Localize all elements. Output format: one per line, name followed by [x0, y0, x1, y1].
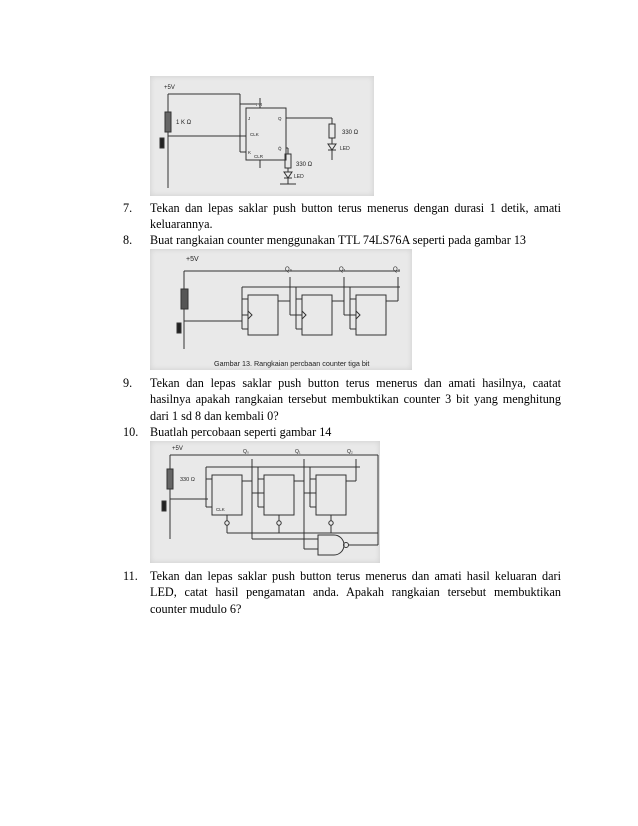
- fig2-vcc-label: +5V: [186, 256, 199, 263]
- list-item-number: 7.: [123, 201, 133, 215]
- fig1-pot-label: 1 K Ω: [176, 120, 192, 126]
- list-item-text: Tekan dan lepas saklar push button terus menerus dan amati hasilnya, caatat hasilnya apakah rangkaian tersebut membuktikan counter 3 bit yang menghitung dari 1 sd 8 dan kembali 0?: [150, 376, 561, 423]
- list-item-7: [123, 200, 561, 233]
- fig3-clk-label: CLK: [216, 507, 225, 512]
- figure-1-jk-flipflop-circuit: [150, 76, 374, 196]
- list-item-text: Buatlah percobaan seperti gambar 14: [150, 425, 332, 439]
- fig2-q0-label: Q₀: [285, 267, 293, 273]
- list-item-text: Buat rangkaian counter menggunakan TTL 74LS76A seperti pada gambar 13: [150, 233, 527, 247]
- figure-2-three-bit-counter: [150, 249, 412, 370]
- fig3-vcc-label: +5V: [172, 446, 183, 452]
- list-item-number: 9.: [123, 376, 133, 390]
- fig2-q1-label: Q₁: [339, 267, 346, 273]
- circuit-diagram-2: [150, 249, 412, 370]
- list-item-text: Tekan dan lepas saklar push button terus menerus dan amati hasil keluaran dari LED, catat hasil pengamatan anda. Apakah rangkaian tersebut membuktikan counter mudulo 6?: [150, 569, 561, 616]
- fig1-clk-pin: CLK: [250, 132, 259, 137]
- fig3-r-label: 330 Ω: [180, 477, 195, 483]
- list-item-text: Tekan dan lepas saklar push button terus menerus dengan durasi 1 detik, amati keluarannya.: [150, 201, 561, 232]
- circuit-diagram-1: [150, 76, 374, 196]
- fig1-vcc-label: +5V: [164, 85, 175, 91]
- fig1-clr-pin: CLR: [254, 154, 264, 159]
- fig1-qbar-pin: Q̄: [278, 146, 282, 151]
- fig1-led1-label: LED: [340, 146, 350, 152]
- fig1-led2-label: LED: [294, 174, 304, 180]
- fig3-q1-label: Q₁: [295, 449, 301, 455]
- fig3-q2-label: Q₂: [347, 449, 353, 455]
- list-item-9: [123, 375, 561, 424]
- list-item-10: [123, 424, 561, 440]
- fig3-q0-label: Q₀: [243, 449, 249, 455]
- list-item-number: 8.: [123, 233, 133, 247]
- circuit-diagram-3: [150, 441, 380, 563]
- fig1-r-led2-label: 330 Ω: [296, 162, 313, 168]
- fig1-k-pin: K: [248, 150, 252, 155]
- list-item-8: [123, 232, 561, 248]
- fig2-caption: Gambar 13. Rangkaian percbaan counter tiga bit: [214, 359, 370, 368]
- fig1-j-pin: J: [248, 116, 251, 121]
- fig2-q2-label: Q₂: [393, 267, 400, 273]
- figure-3-modulo-six-counter: [150, 441, 380, 563]
- fig1-q-pin: Q: [278, 116, 282, 121]
- list-item-11: [123, 568, 561, 617]
- list-item-number: 10.: [123, 425, 139, 439]
- list-item-number: 11.: [123, 569, 138, 583]
- fig1-r-led1-label: 330 Ω: [342, 130, 359, 136]
- fig1-pr-pin: PR: [256, 102, 263, 107]
